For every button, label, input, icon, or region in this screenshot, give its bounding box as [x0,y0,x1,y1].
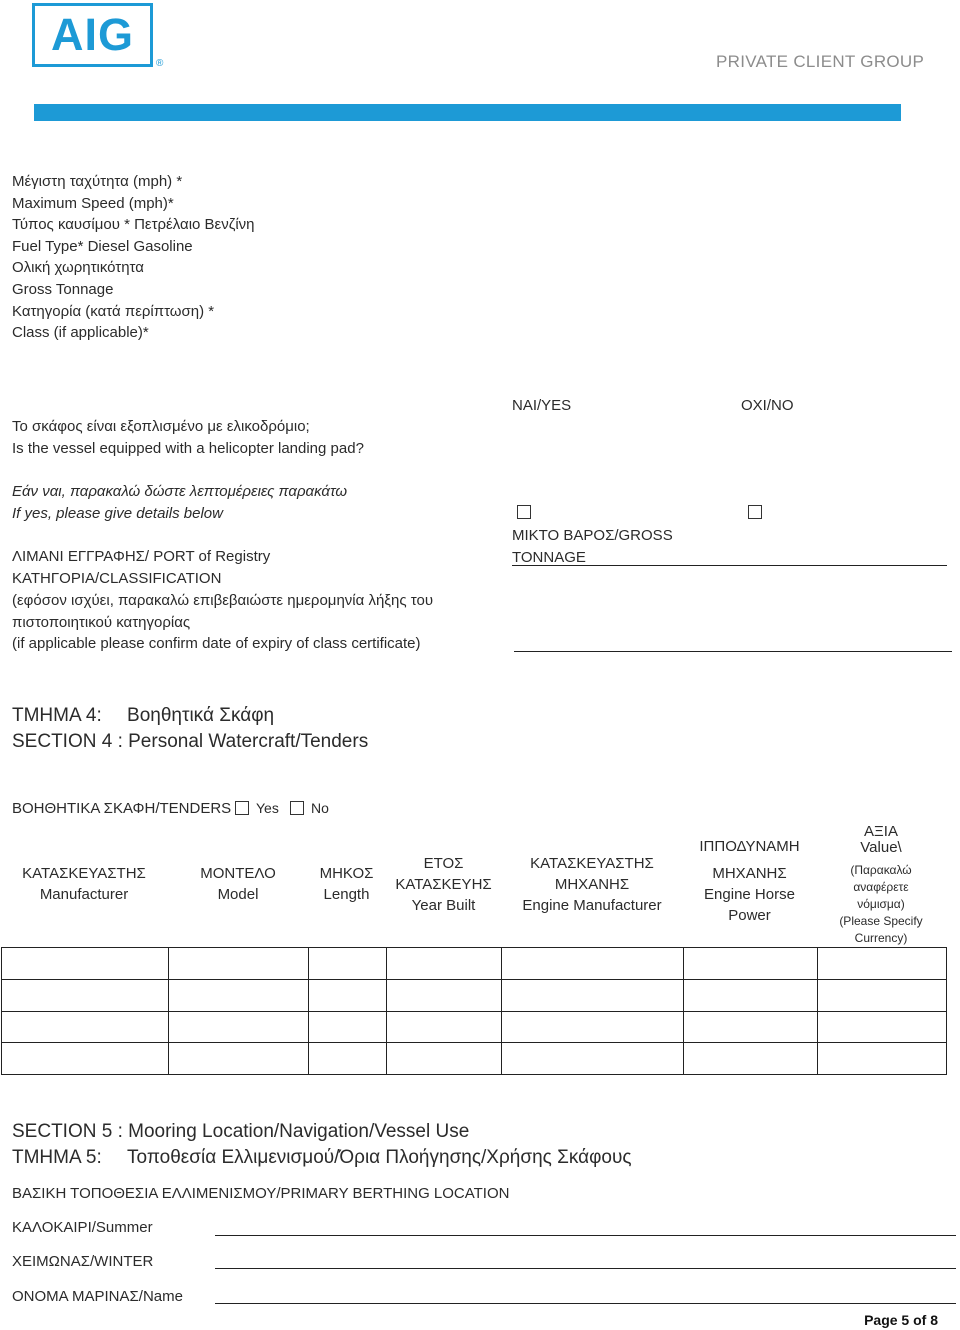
spec-tonnage-en: Gross Tonnage [12,280,114,298]
class-expiry-field[interactable] [514,651,952,652]
section4-title-en: SECTION 4 : Personal Watercraft/Tenders [12,731,369,752]
col-year-en: Year Built [411,897,476,914]
table-cell[interactable] [684,1043,818,1075]
col-value-en: Value\ [860,839,902,856]
table-cell[interactable] [169,1012,309,1043]
col-header-manufacturer [1,863,167,905]
col-header-horsepower [683,836,816,926]
winter-field[interactable] [215,1268,956,1269]
aig-logo: AIG [32,3,153,67]
tenders-table [1,947,947,1075]
col-model-en: Model [217,886,259,903]
spec-tonnage-gr: Ολική χωρητικότητα [12,259,144,277]
table-cell[interactable] [818,948,947,980]
registered-mark: ® [156,58,164,69]
berthing-location-label: ΒΑΣΙΚΗ ΤΟΠΟΘΕΣΙΑ ΕΛΛΙΜΕΝΙΣΜΟΥ/PRIMARY BERTHING LOCATION [12,1185,510,1202]
col-year-gr-2: ΚΑΤΑΣΚΕΥΗΣ [395,876,492,893]
classification-label: ΚΑΤΗΓΟΡΙΑ/CLASSIFICATION [12,570,222,587]
spec-max-speed-gr: Μέγιστη ταχύτητα (mph) * [12,173,183,190]
helipad-question-en: Is the vessel equipped with a helicopter landing pad? [12,440,364,457]
section4-title-gr [12,703,274,729]
section4-name-gr: Βοηθητικά Σκάφη [127,705,275,726]
table-cell[interactable] [2,1012,169,1043]
col-engine-mfr-gr-2: ΜΗΧΑΝΗΣ [554,876,630,893]
col-header-length [308,863,385,905]
section5-title-gr [12,1145,632,1171]
class-note-1: (εφόσον ισχύει, παρακαλώ επιβεβαιώστε ημερομηνία λήξης του [12,592,434,609]
table-row [2,948,947,980]
col-hp-en-1: Engine Horse [704,886,795,903]
table-cell[interactable] [2,980,169,1012]
table-cell[interactable] [818,1043,947,1075]
section4-number-gr: ΤΜΗΜΑ 4: [12,705,102,726]
table-cell[interactable] [387,1012,502,1043]
tenders-yes-label: Yes [256,800,279,816]
table-cell[interactable] [309,1043,387,1075]
col-value-note-3: νόμισμα) [857,897,905,911]
col-year-gr-1: ΕΤΟΣ [423,855,464,872]
col-length-en: Length [323,886,370,903]
marina-name-label: ΟΝΟΜΑ ΜΑΡΙΝΑΣ/Name [12,1288,183,1305]
table-cell[interactable] [169,980,309,1012]
class-note-3: (if applicable please confirm date of expiry of class certificate) [12,635,421,652]
col-hp-gr-1: ΙΠΠΟΔΥΝΑΜΗ [699,838,800,855]
table-cell[interactable] [818,1012,947,1043]
col-manufacturer-gr: ΚΑΤΑΣΚΕΥΑΣΤΗΣ [22,865,146,882]
table-cell[interactable] [684,948,818,980]
table-cell[interactable] [169,948,309,980]
details-prompt-en: If yes, please give details below [12,505,223,522]
table-cell[interactable] [309,1012,387,1043]
table-cell[interactable] [502,1012,684,1043]
details-prompt-gr: Εάν ναι, παρακαλώ δώστε λεπτομέρειες παρακάτω [12,483,348,500]
no-label: ΟΧΙ/NO [741,397,794,414]
col-header-engine-manufacturer [501,853,683,916]
col-value-note-5: Currency) [854,931,908,945]
col-manufacturer-en: Manufacturer [39,886,129,903]
winter-label: ΧΕΙΜΩΝΑΣ/WINTER [12,1253,154,1270]
gross-tonnage-label-1: ΜΙΚΤΟ ΒΑΡΟΣ/GROSS [512,527,673,544]
table-cell[interactable] [818,980,947,1012]
table-cell[interactable] [684,1012,818,1043]
table-cell[interactable] [2,948,169,980]
summer-field[interactable] [215,1235,956,1236]
tenders-no-label: No [311,800,329,816]
table-cell[interactable] [169,1043,309,1075]
marina-name-field[interactable] [215,1303,956,1304]
col-length-gr: ΜΗΚΟΣ [319,865,374,882]
helipad-no-checkbox[interactable] [748,505,762,519]
col-value-gr: ΑΞΙΑ [864,823,898,840]
page-number: Page 5 of 8 [864,1312,938,1328]
col-value-note-4: (Please Specify [839,914,923,928]
port-registry-label: ΛΙΜΑΝΙ ΕΓΓΡΑΦΗΣ/ PORT of Registry [12,548,271,565]
tenders-yes-checkbox[interactable] [235,801,249,815]
section5-title-en: SECTION 5 : Mooring Location/Navigation/Vessel Use [12,1121,470,1142]
summer-label: ΚΑΛΟΚΑΙΡΙ/Summer [12,1219,153,1236]
spec-fuel-en: Fuel Type* Diesel Gasoline [12,237,193,255]
specs-list [12,171,255,344]
section5-name-gr: Τοποθεσία Ελλιμενισμού/Όρια Πλοήγησης/Χρήσης Σκάφους [127,1147,632,1168]
table-cell[interactable] [309,980,387,1012]
col-model-gr: ΜΟΝΤΕΛΟ [200,865,276,882]
table-cell[interactable] [502,980,684,1012]
spec-fuel-gr: Τύπος καυσίμου * Πετρέλαιο Βενζίνη [12,216,255,234]
tenders-no-checkbox[interactable] [290,801,304,815]
spec-class-gr: Κατηγορία (κατά περίπτωση) * [12,302,215,320]
col-hp-en-2: Power [728,907,771,924]
yes-label: ΝΑΙ/YES [512,397,572,414]
gross-tonnage-field[interactable] [512,565,947,566]
spec-max-speed-en: Maximum Speed (mph)* [12,194,174,212]
col-header-value [816,821,946,947]
col-header-model [168,863,308,905]
table-cell[interactable] [684,980,818,1012]
col-header-year [386,853,501,916]
table-cell[interactable] [502,1043,684,1075]
table-row [2,1012,947,1043]
helipad-question-gr: Το σκάφος είναι εξοπλισμένο με ελικοδρόμιο; [12,418,310,435]
table-cell[interactable] [2,1043,169,1075]
table-cell[interactable] [387,980,502,1012]
spec-class-en: Class (if applicable)* [12,324,149,342]
table-cell[interactable] [309,948,387,980]
col-value-note-2: αναφέρετε [853,880,909,894]
helipad-yes-checkbox[interactable] [517,505,531,519]
table-cell[interactable] [502,948,684,980]
section5-number-gr: ΤΜΗΜΑ 5: [12,1147,102,1168]
table-row [2,980,947,1012]
header-bar [34,104,901,121]
tenders-label: ΒΟΗΘΗΤΙΚΑ ΣΚΑΦΗ/TENDERS [12,800,232,817]
group-name: PRIVATE CLIENT GROUP [716,52,925,71]
col-hp-gr-2: ΜΗΧΑΝΗΣ [712,865,787,882]
col-engine-mfr-gr-1: ΚΑΤΑΣΚΕΥΑΣΤΗΣ [530,855,654,872]
gross-tonnage-label-2: TONNAGE [512,549,586,566]
class-note-2: πιστοποιητικού κατηγορίας [12,614,191,631]
col-value-note-1: (Παρακαλώ [850,863,912,877]
table-row [2,1043,947,1075]
table-cell[interactable] [387,948,502,980]
col-engine-mfr-en: Engine Manufacturer [522,897,662,914]
table-cell[interactable] [387,1043,502,1075]
